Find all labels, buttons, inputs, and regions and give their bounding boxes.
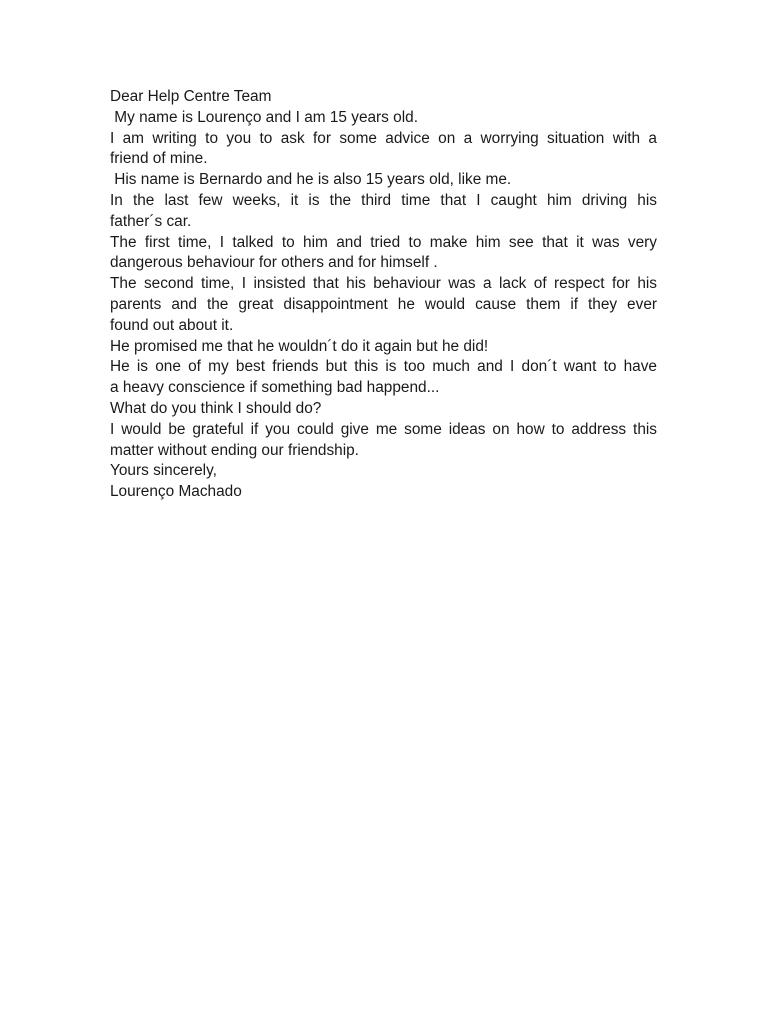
letter-line: The first time, I talked to him and tried to make him see that it was very <box>110 233 657 251</box>
letter-line: He promised me that he wouldn´t do it again but he did! <box>110 337 489 355</box>
letter-line: I would be grateful if you could give me some ideas on how to address this <box>110 420 657 438</box>
letter-line: dangerous behaviour for others and for himself . <box>110 254 438 272</box>
letter-line: In the last few weeks, it is the third time that I caught him driving his <box>110 191 657 209</box>
letter-line: matter without ending our friendship. <box>110 441 359 459</box>
letter-closing: Yours sincerely, <box>110 462 217 480</box>
letter-line: parents and the great disappointment he would cause them if they ever <box>110 295 657 313</box>
letter-line: father´s car. <box>110 212 192 230</box>
letter-line: I am writing to you to ask for some advice on a worrying situation with a <box>110 129 657 147</box>
letter-signature-name: Lourenço Machado <box>110 483 242 501</box>
letter-line: a heavy conscience if something bad happend... <box>110 379 440 397</box>
letter-line: What do you think I should do? <box>110 399 322 417</box>
letter-line: He is one of my best friends but this is too much and I don´t want to have <box>110 358 657 376</box>
letter-line: The second time, I insisted that his behaviour was a lack of respect for his <box>110 275 657 293</box>
letter-line: My name is Lourenço and I am 15 years old. <box>110 108 418 126</box>
letter-body <box>110 87 657 503</box>
letter-line: His name is Bernardo and he is also 15 years old, like me. <box>110 171 512 189</box>
letter-line: found out about it. <box>110 316 234 334</box>
letter-line: friend of mine. <box>110 150 208 168</box>
letter-greeting: Dear Help Centre Team <box>110 88 272 105</box>
